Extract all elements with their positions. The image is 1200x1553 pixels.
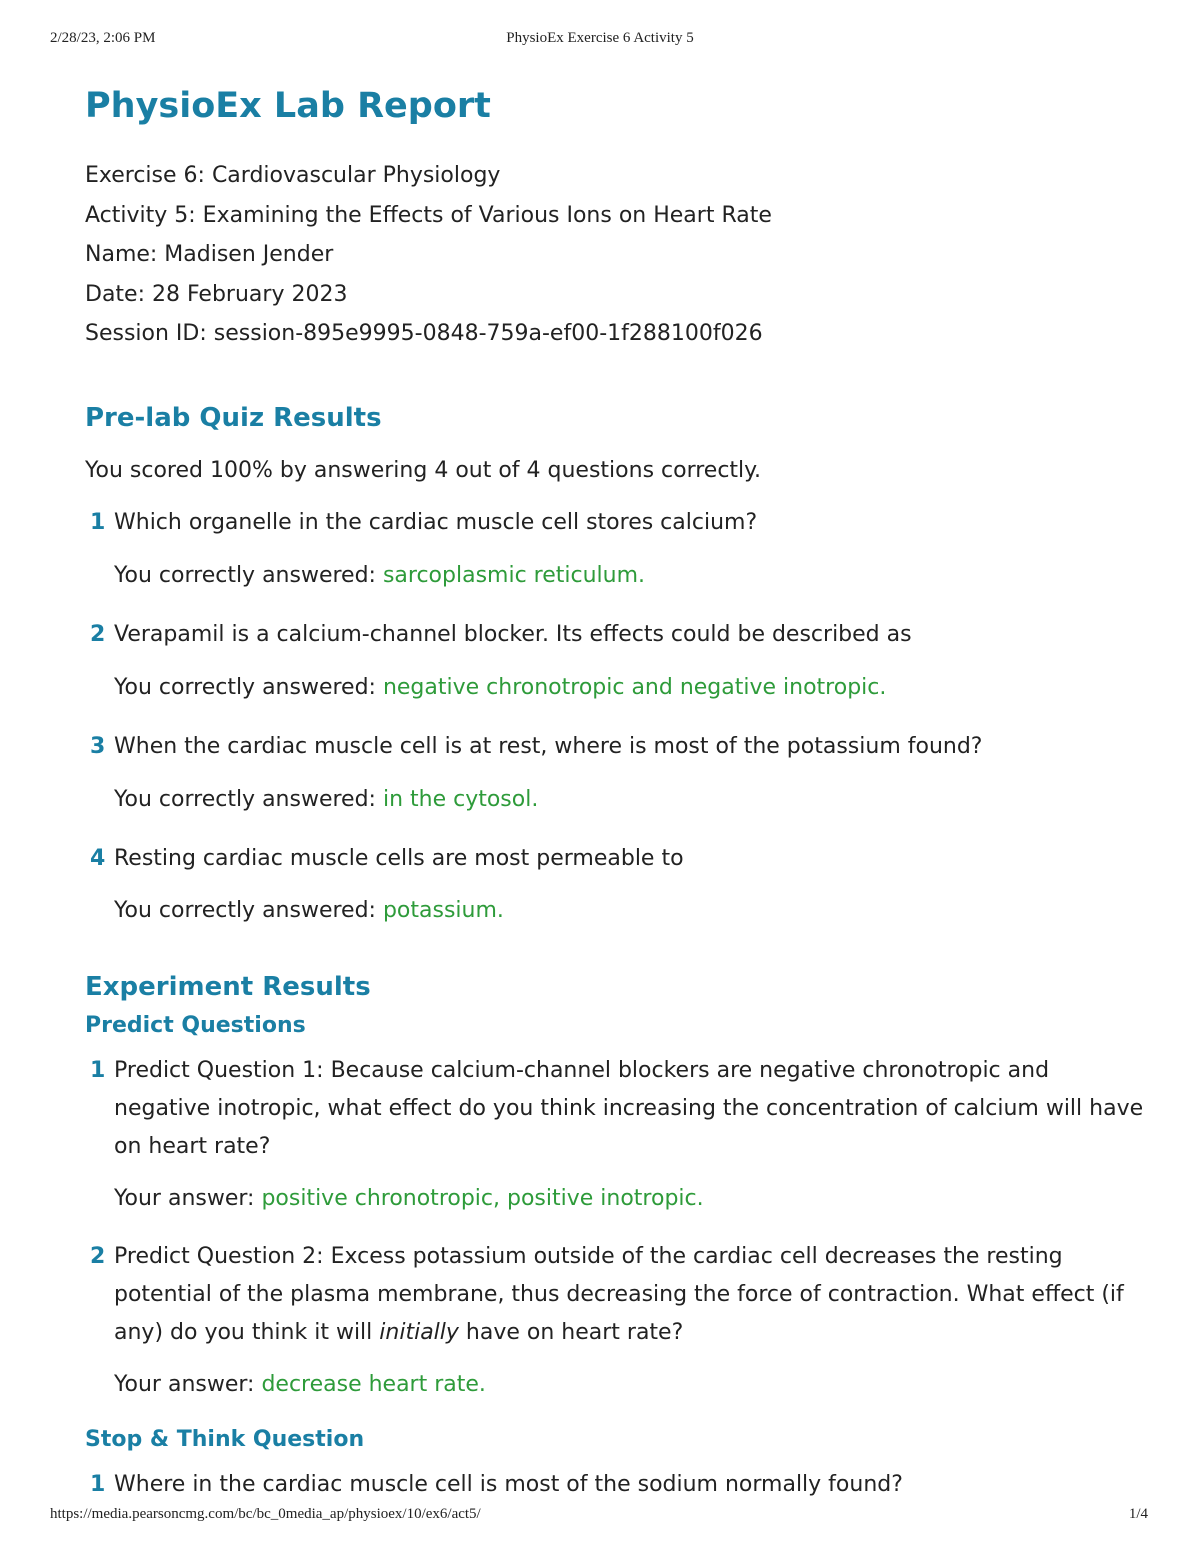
predict-question xyxy=(85,1052,1145,1166)
answer-value: decrease heart rate. xyxy=(261,1371,486,1397)
answer-value: positive chronotropic, positive inotropic. xyxy=(261,1185,704,1211)
prelab-question xyxy=(85,728,1145,766)
name-line: Name: Madisen Jender xyxy=(85,242,334,267)
answer-prefix: You correctly answered: xyxy=(114,674,383,700)
page-number: 1/4 xyxy=(1128,1506,1148,1522)
prelab-answer xyxy=(85,669,1145,707)
question-text: Verapamil is a calcium-channel blocker. Its effects could be described as xyxy=(114,621,912,647)
prelab-answer xyxy=(85,892,1145,930)
answer-prefix: Your answer: xyxy=(114,1185,262,1211)
prelab-score: You scored 100% by answering 4 out of 4 questions correctly. xyxy=(85,457,762,483)
predict-answer xyxy=(85,1366,1145,1404)
session-line: Session ID: session-895e9995-0848-759a-ef00-1f288100f026 xyxy=(85,321,763,346)
prelab-question xyxy=(85,504,1145,542)
answer-prefix: You correctly answered: xyxy=(114,897,383,923)
question-text: Where in the cardiac muscle cell is most of the sodium normally found? xyxy=(114,1471,903,1497)
question-number: 1 xyxy=(90,509,106,535)
report-title: PhysioEx Lab Report xyxy=(85,86,491,126)
question-text: Resting cardiac muscle cells are most permeable to xyxy=(114,845,684,871)
date-line: Date: 28 February 2023 xyxy=(85,281,348,307)
prelab-answer xyxy=(85,781,1145,819)
footer-url[interactable]: https://media.pearsoncmg.com/bc/bc_0media_ap/physioex/10/ex6/act5/ xyxy=(50,1506,481,1522)
prelab-question xyxy=(85,840,1145,878)
question-emphasis: initially xyxy=(379,1319,459,1345)
answer-prefix: Your answer: xyxy=(114,1371,262,1397)
question-text-part: Predict Question 2: Excess potassium outside of the cardiac cell decreases the resting potential of the plasma membrane, thus decreasing the force of contraction. What effect (if any) do you think it will xyxy=(114,1243,1124,1345)
predict-question xyxy=(85,1238,1145,1352)
answer-prefix: You correctly answered: xyxy=(114,562,383,588)
predict-answer xyxy=(85,1180,1145,1218)
question-number: 1 xyxy=(90,1057,106,1083)
activity-line: Activity 5: Examining the Effects of Various Ions on Heart Rate xyxy=(85,202,772,228)
answer-value: negative chronotropic and negative inotropic. xyxy=(382,674,887,700)
exercise-line: Exercise 6: Cardiovascular Physiology xyxy=(85,163,501,188)
question-text xyxy=(114,1244,1124,1345)
answer-value: potassium. xyxy=(382,897,504,923)
question-number: 4 xyxy=(90,845,106,871)
answer-prefix: You correctly answered: xyxy=(114,786,383,812)
question-text-part: have on heart rate? xyxy=(458,1319,684,1345)
question-number: 2 xyxy=(90,621,106,647)
prelab-question xyxy=(85,616,1145,654)
question-text: When the cardiac muscle cell is at rest, where is most of the potassium found? xyxy=(114,733,983,759)
question-number: 1 xyxy=(90,1471,106,1497)
answer-value: in the cytosol. xyxy=(382,786,539,812)
question-text: Which organelle in the cardiac muscle cell stores calcium? xyxy=(114,509,758,535)
question-number: 2 xyxy=(90,1243,106,1269)
stop-think-heading: Stop & Think Question xyxy=(85,1426,365,1452)
print-datetime: 2/28/23, 2:06 PM xyxy=(50,30,156,46)
question-text: Predict Question 1: Because calcium-channel blockers are negative chronotropic and negative inotropic, what effect do you think increasing the concentration of calcium will have on heart rate? xyxy=(114,1057,1144,1159)
question-number: 3 xyxy=(90,733,106,759)
stop-think-question xyxy=(85,1466,1145,1504)
predict-heading: Predict Questions xyxy=(85,1012,306,1038)
lab-report xyxy=(85,80,1145,1504)
experiment-heading: Experiment Results xyxy=(85,971,371,1002)
answer-value: sarcoplasmic reticulum. xyxy=(382,562,646,588)
prelab-heading: Pre-lab Quiz Results xyxy=(85,402,382,433)
report-meta xyxy=(85,156,1145,354)
prelab-answer xyxy=(85,557,1145,595)
print-title: PhysioEx Exercise 6 Activity 5 xyxy=(506,30,694,46)
